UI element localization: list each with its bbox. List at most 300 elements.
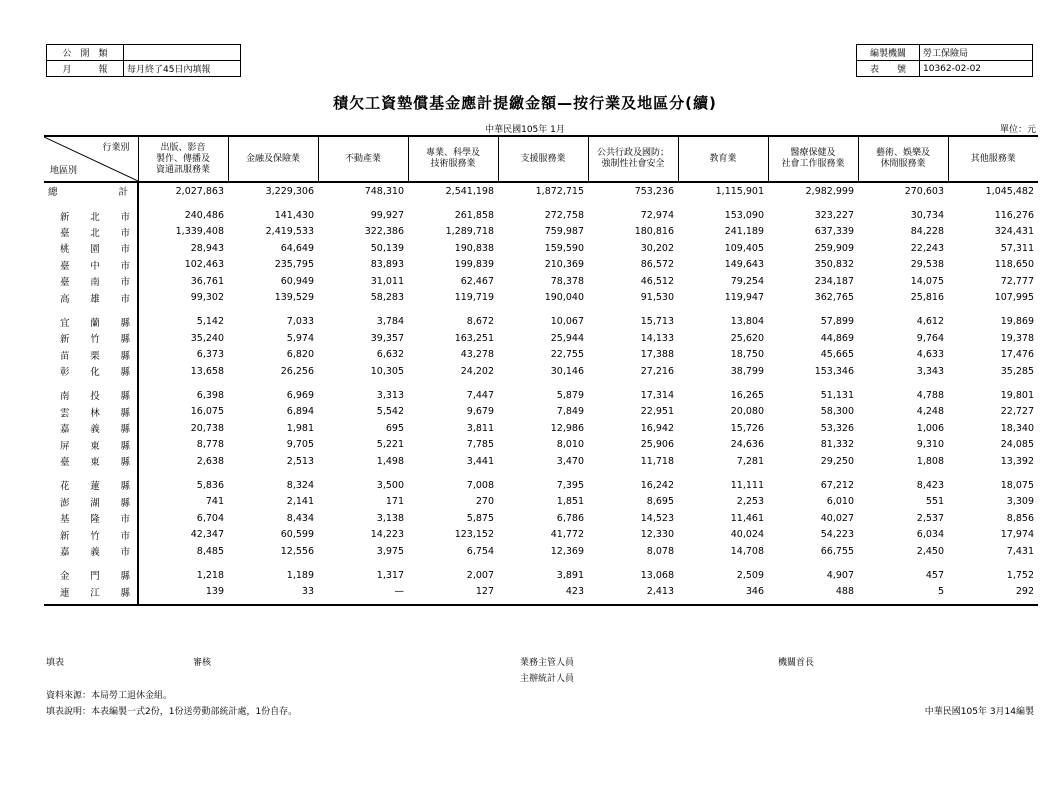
table-row bbox=[44, 436, 1038, 452]
value-cell: 7,033 bbox=[286, 316, 314, 328]
frequency-label: 月 報 bbox=[47, 61, 124, 77]
value-cell: 6,894 bbox=[286, 406, 314, 418]
value-cell: 107,995 bbox=[994, 292, 1034, 304]
region-name bbox=[44, 240, 138, 256]
value-cell: 6,632 bbox=[376, 349, 404, 361]
value-cell: 346 bbox=[745, 586, 764, 598]
region-char: 屏 bbox=[60, 440, 70, 452]
region-char: 嘉 bbox=[60, 424, 70, 436]
value-cell: 2,509 bbox=[736, 569, 764, 581]
region-char: 市 bbox=[120, 547, 130, 558]
value-cell: 8,010 bbox=[556, 439, 584, 451]
value-cell: 22,243 bbox=[910, 242, 944, 254]
region-char: 投 bbox=[90, 391, 100, 403]
value-cell: 3,470 bbox=[556, 455, 584, 467]
region-char: 化 bbox=[90, 367, 100, 379]
value-cell: 5,875 bbox=[466, 512, 494, 524]
region-char: 東 bbox=[90, 457, 100, 469]
region-name bbox=[44, 453, 138, 469]
value-cell: 1,189 bbox=[286, 569, 314, 581]
value-cell: 29,538 bbox=[910, 259, 944, 271]
table-row bbox=[44, 273, 1038, 289]
corner-industry-label: 行業別 bbox=[102, 143, 130, 153]
value-cell: 4,788 bbox=[916, 389, 944, 401]
value-cell: 5,974 bbox=[286, 332, 314, 344]
value-cell: 7,849 bbox=[556, 406, 584, 418]
value-cell: 1,006 bbox=[916, 422, 944, 434]
region-name bbox=[44, 224, 138, 240]
value-cell: 35,240 bbox=[190, 332, 224, 344]
value-cell: 323,227 bbox=[814, 210, 854, 222]
value-cell: 102,463 bbox=[184, 259, 224, 271]
table-row bbox=[44, 526, 1038, 542]
data-table bbox=[44, 135, 1038, 606]
value-cell: 695 bbox=[385, 422, 404, 434]
region-char: 市 bbox=[120, 260, 130, 272]
column-header: 醫療保健及 社會工作服務業 bbox=[768, 136, 858, 182]
value-cell: 2,982,999 bbox=[805, 185, 854, 197]
value-cell: 199,839 bbox=[454, 259, 494, 271]
region-char: 縣 bbox=[120, 497, 130, 509]
value-cell: — bbox=[394, 586, 404, 598]
value-cell: 270 bbox=[475, 496, 494, 508]
region-char: 新 bbox=[60, 530, 70, 542]
value-cell: 79,254 bbox=[730, 275, 764, 287]
value-cell: 1,872,715 bbox=[535, 185, 584, 197]
value-cell: 26,256 bbox=[280, 365, 314, 377]
value-cell: 8,778 bbox=[196, 439, 224, 451]
value-cell: 116,276 bbox=[994, 210, 1034, 222]
region-char: 雲 bbox=[60, 407, 70, 419]
value-cell: 22,727 bbox=[1000, 406, 1034, 418]
value-cell: 3,343 bbox=[916, 365, 944, 377]
region-char: 臺 bbox=[60, 227, 70, 239]
value-cell: 1,851 bbox=[556, 496, 584, 508]
value-cell: 1,317 bbox=[376, 569, 404, 581]
region-char: 桃 bbox=[60, 244, 70, 256]
value-cell: 8,856 bbox=[1006, 512, 1034, 524]
total-char: 總 bbox=[48, 187, 58, 199]
region-char: 市 bbox=[120, 514, 130, 526]
region-char: 縣 bbox=[120, 367, 130, 379]
value-cell: 159,590 bbox=[544, 242, 584, 254]
region-char: 縣 bbox=[120, 440, 130, 452]
value-cell: 24,202 bbox=[460, 365, 494, 377]
table-row bbox=[44, 543, 1038, 559]
value-cell: 15,713 bbox=[640, 316, 674, 328]
value-cell: 3,313 bbox=[376, 389, 404, 401]
value-cell: 3,784 bbox=[376, 316, 404, 328]
column-header: 出版、影音 製作、傳播及 資通訊服務業 bbox=[138, 136, 228, 182]
total-char: 計 bbox=[118, 187, 128, 199]
region-char: 市 bbox=[120, 227, 130, 239]
value-cell: 7,785 bbox=[466, 439, 494, 451]
value-cell: 15,726 bbox=[730, 422, 764, 434]
region-char: 花 bbox=[60, 481, 70, 493]
value-cell: 25,620 bbox=[730, 332, 764, 344]
table-row bbox=[44, 453, 1038, 469]
value-cell: 7,431 bbox=[1006, 545, 1034, 557]
value-cell: 57,311 bbox=[1000, 242, 1034, 254]
value-cell: 11,461 bbox=[730, 512, 764, 524]
column-header: 不動產業 bbox=[318, 136, 408, 182]
value-cell: 6,969 bbox=[286, 389, 314, 401]
value-cell: 322,386 bbox=[364, 226, 404, 238]
value-cell: 1,289,718 bbox=[445, 226, 494, 238]
region-char: 嘉 bbox=[60, 547, 70, 558]
value-cell: 8,672 bbox=[466, 316, 494, 328]
value-cell: 27,216 bbox=[640, 365, 674, 377]
value-cell: 20,080 bbox=[730, 406, 764, 418]
value-cell: 20,738 bbox=[190, 422, 224, 434]
value-cell: 44,869 bbox=[820, 332, 854, 344]
value-cell: 210,369 bbox=[544, 259, 584, 271]
region-name bbox=[44, 404, 138, 420]
value-cell: 5 bbox=[937, 586, 944, 598]
spacer-row bbox=[44, 600, 1038, 605]
region-char: 縣 bbox=[120, 457, 130, 469]
value-cell: 6,034 bbox=[916, 529, 944, 541]
region-char: 栗 bbox=[90, 350, 100, 362]
value-cell: 1,752 bbox=[1006, 569, 1034, 581]
value-cell: 60,599 bbox=[280, 529, 314, 541]
value-cell: 2,027,863 bbox=[175, 185, 224, 197]
region-char: 金 bbox=[60, 571, 70, 583]
value-cell: 5,879 bbox=[556, 389, 584, 401]
value-cell: 272,758 bbox=[544, 210, 584, 222]
report-date: 中華民國105年 1月 bbox=[485, 125, 565, 135]
value-cell: 8,324 bbox=[286, 479, 314, 491]
region-char: 新 bbox=[60, 211, 70, 223]
value-cell: 350,832 bbox=[814, 259, 854, 271]
value-cell: 1,498 bbox=[376, 455, 404, 467]
region-char: 臺 bbox=[60, 457, 70, 469]
value-cell: 39,357 bbox=[370, 332, 404, 344]
region-char: 園 bbox=[90, 244, 100, 256]
table-row bbox=[44, 314, 1038, 330]
region-name bbox=[44, 543, 138, 559]
value-cell: 16,942 bbox=[640, 422, 674, 434]
value-cell: 6,786 bbox=[556, 512, 584, 524]
table-row bbox=[44, 510, 1038, 526]
value-cell: 4,248 bbox=[916, 406, 944, 418]
total-row bbox=[44, 182, 1038, 199]
value-cell: 3,891 bbox=[556, 569, 584, 581]
value-cell: 551 bbox=[925, 496, 944, 508]
footer-stats-head: 主辦統計人員 bbox=[520, 674, 575, 684]
value-cell: 60,949 bbox=[280, 275, 314, 287]
value-cell: 362,765 bbox=[814, 292, 854, 304]
value-cell: 9,705 bbox=[286, 439, 314, 451]
column-header: 教育業 bbox=[678, 136, 768, 182]
value-cell: 753,236 bbox=[634, 185, 674, 197]
region-char: 縣 bbox=[120, 317, 130, 329]
region-char: 縣 bbox=[120, 571, 130, 583]
region-char: 縣 bbox=[120, 334, 130, 346]
column-header: 藝術、娛樂及 休閒服務業 bbox=[858, 136, 948, 182]
value-cell: 234,187 bbox=[814, 275, 854, 287]
spacer-row bbox=[44, 306, 1038, 314]
value-cell: 324,431 bbox=[994, 226, 1034, 238]
value-cell: 14,523 bbox=[640, 512, 674, 524]
value-cell: 1,808 bbox=[916, 455, 944, 467]
value-cell: 13,392 bbox=[1000, 455, 1034, 467]
value-cell: 7,395 bbox=[556, 479, 584, 491]
region-name bbox=[44, 436, 138, 452]
value-cell: 13,068 bbox=[640, 569, 674, 581]
value-cell: 8,434 bbox=[286, 512, 314, 524]
value-cell: 12,369 bbox=[550, 545, 584, 557]
value-cell: 2,419,533 bbox=[265, 226, 314, 238]
table-row bbox=[44, 387, 1038, 403]
value-cell: 28,943 bbox=[190, 242, 224, 254]
region-char: 新 bbox=[60, 334, 70, 346]
value-cell: 91,530 bbox=[640, 292, 674, 304]
region-char: 市 bbox=[120, 244, 130, 256]
region-char: 林 bbox=[90, 407, 100, 419]
spacer-row bbox=[44, 379, 1038, 387]
value-cell: 58,300 bbox=[820, 406, 854, 418]
spacer-row bbox=[44, 199, 1038, 207]
value-cell: 58,283 bbox=[370, 292, 404, 304]
value-cell: 139,529 bbox=[274, 292, 314, 304]
region-char: 基 bbox=[60, 514, 70, 526]
region-char: 苗 bbox=[60, 350, 70, 362]
value-cell: 2,141 bbox=[286, 496, 314, 508]
value-cell: 25,816 bbox=[910, 292, 944, 304]
value-cell: 16,075 bbox=[190, 406, 224, 418]
value-cell: 22,755 bbox=[550, 349, 584, 361]
value-cell: 66,755 bbox=[820, 545, 854, 557]
value-cell: 2,513 bbox=[286, 455, 314, 467]
region-name bbox=[44, 314, 138, 330]
value-cell: 99,302 bbox=[190, 292, 224, 304]
value-cell: 35,285 bbox=[1000, 365, 1034, 377]
value-cell: 11,718 bbox=[640, 455, 674, 467]
value-cell: 54,223 bbox=[820, 529, 854, 541]
value-cell: 6,398 bbox=[196, 389, 224, 401]
form-number-value: 10362-02-02 bbox=[920, 61, 1033, 77]
region-char: 市 bbox=[120, 293, 130, 305]
value-cell: 153,346 bbox=[814, 365, 854, 377]
value-cell: 78,378 bbox=[550, 275, 584, 287]
region-char: 宜 bbox=[60, 317, 70, 329]
region-char: 臺 bbox=[60, 277, 70, 289]
table-row bbox=[44, 347, 1038, 363]
unit-label: 單位：元 bbox=[999, 125, 1036, 135]
column-header: 其他服務業 bbox=[948, 136, 1038, 182]
region-char: 蓮 bbox=[90, 481, 100, 493]
value-cell: 57,899 bbox=[820, 316, 854, 328]
value-cell: 72,777 bbox=[1000, 275, 1034, 287]
region-name bbox=[44, 584, 138, 600]
value-cell: 83,893 bbox=[370, 259, 404, 271]
value-cell: 12,556 bbox=[280, 545, 314, 557]
region-name bbox=[44, 289, 138, 305]
value-cell: 25,944 bbox=[550, 332, 584, 344]
value-cell: 51,131 bbox=[820, 389, 854, 401]
value-cell: 18,340 bbox=[1000, 422, 1034, 434]
value-cell: 8,695 bbox=[646, 496, 674, 508]
value-cell: 43,278 bbox=[460, 349, 494, 361]
value-cell: 40,024 bbox=[730, 529, 764, 541]
value-cell: 2,253 bbox=[736, 496, 764, 508]
classification-value bbox=[124, 45, 241, 61]
region-char: 縣 bbox=[120, 424, 130, 436]
region-char: 湖 bbox=[90, 497, 100, 509]
value-cell: 33 bbox=[301, 586, 314, 598]
footer-compiled-date: 中華民國105年 3月14編製 bbox=[924, 707, 1034, 717]
value-cell: 637,339 bbox=[814, 226, 854, 238]
value-cell: 2,638 bbox=[196, 455, 224, 467]
region-char: 縣 bbox=[120, 391, 130, 403]
value-cell: 38,799 bbox=[730, 365, 764, 377]
value-cell: 457 bbox=[925, 569, 944, 581]
region-char: 門 bbox=[90, 571, 100, 583]
value-cell: 3,811 bbox=[466, 422, 494, 434]
region-char: 雄 bbox=[90, 293, 100, 305]
region-char: 北 bbox=[90, 211, 100, 223]
value-cell: 9,310 bbox=[916, 439, 944, 451]
value-cell: 235,795 bbox=[274, 259, 314, 271]
column-header: 支援服務業 bbox=[498, 136, 588, 182]
table-row bbox=[44, 363, 1038, 379]
value-cell: 2,541,198 bbox=[445, 185, 494, 197]
region-name bbox=[44, 207, 138, 223]
value-cell: 123,152 bbox=[454, 529, 494, 541]
value-cell: 292 bbox=[1015, 586, 1034, 598]
value-cell: 84,228 bbox=[910, 226, 944, 238]
column-header: 專業、科學及 技術服務業 bbox=[408, 136, 498, 182]
column-header: 金融及保險業 bbox=[228, 136, 318, 182]
value-cell: 17,314 bbox=[640, 389, 674, 401]
value-cell: 99,927 bbox=[370, 210, 404, 222]
value-cell: 42,347 bbox=[190, 529, 224, 541]
value-cell: 3,229,306 bbox=[265, 185, 314, 197]
value-cell: 149,643 bbox=[724, 259, 764, 271]
corner-header bbox=[44, 136, 138, 182]
value-cell: 4,633 bbox=[916, 349, 944, 361]
value-cell: 118,650 bbox=[994, 259, 1034, 271]
column-header: 公共行政及國防； 強制性社會安全 bbox=[588, 136, 678, 182]
region-name bbox=[44, 363, 138, 379]
footer-agency-head: 機關首長 bbox=[778, 658, 815, 668]
value-cell: 1,045,482 bbox=[985, 185, 1034, 197]
region-char: 南 bbox=[90, 277, 100, 289]
value-cell: 759,987 bbox=[544, 226, 584, 238]
value-cell: 30,734 bbox=[910, 210, 944, 222]
value-cell: 2,007 bbox=[466, 569, 494, 581]
value-cell: 3,500 bbox=[376, 479, 404, 491]
value-cell: 19,801 bbox=[1000, 389, 1034, 401]
value-cell: 10,067 bbox=[550, 316, 584, 328]
table-row bbox=[44, 404, 1038, 420]
region-char: 義 bbox=[90, 424, 100, 436]
region-char: 東 bbox=[90, 440, 100, 452]
region-char: 臺 bbox=[60, 260, 70, 272]
value-cell: 22,951 bbox=[640, 406, 674, 418]
spacer-row bbox=[44, 469, 1038, 477]
region-char: 中 bbox=[90, 260, 100, 272]
value-cell: 41,772 bbox=[550, 529, 584, 541]
value-cell: 14,133 bbox=[640, 332, 674, 344]
value-cell: 86,572 bbox=[640, 259, 674, 271]
table-row bbox=[44, 567, 1038, 583]
region-name bbox=[44, 347, 138, 363]
region-name bbox=[44, 526, 138, 542]
page-title: 積欠工資墊償基金應計提繳金額—按行業及地區分(續) bbox=[333, 94, 717, 112]
region-name bbox=[44, 273, 138, 289]
value-cell: 180,816 bbox=[634, 226, 674, 238]
region-name bbox=[44, 477, 138, 493]
value-cell: 7,281 bbox=[736, 455, 764, 467]
value-cell: 7,008 bbox=[466, 479, 494, 491]
value-cell: 50,139 bbox=[370, 242, 404, 254]
value-cell: 2,537 bbox=[916, 512, 944, 524]
value-cell: 64,649 bbox=[280, 242, 314, 254]
region-name bbox=[44, 567, 138, 583]
corner-region-label: 地區別 bbox=[50, 166, 78, 176]
value-cell: 153,090 bbox=[724, 210, 764, 222]
value-cell: 270,603 bbox=[904, 185, 944, 197]
value-cell: 2,450 bbox=[916, 545, 944, 557]
region-char: 市 bbox=[120, 277, 130, 289]
value-cell: 67,212 bbox=[820, 479, 854, 491]
value-cell: 8,485 bbox=[196, 545, 224, 557]
region-name bbox=[44, 420, 138, 436]
value-cell: 6,373 bbox=[196, 349, 224, 361]
value-cell: 9,764 bbox=[916, 332, 944, 344]
footer-reviewer: 審核 bbox=[193, 658, 212, 668]
value-cell: 6,820 bbox=[286, 349, 314, 361]
region-char: 市 bbox=[120, 211, 130, 223]
value-cell: 261,858 bbox=[454, 210, 494, 222]
value-cell: 72,974 bbox=[640, 210, 674, 222]
value-cell: 241,189 bbox=[724, 226, 764, 238]
value-cell: 6,010 bbox=[826, 496, 854, 508]
value-cell: 190,838 bbox=[454, 242, 494, 254]
region-char: 竹 bbox=[90, 334, 100, 346]
value-cell: 6,754 bbox=[466, 545, 494, 557]
value-cell: 18,750 bbox=[730, 349, 764, 361]
region-char: 連 bbox=[60, 587, 70, 599]
table-row bbox=[44, 494, 1038, 510]
value-cell: 139 bbox=[205, 586, 224, 598]
value-cell: 1,339,408 bbox=[175, 226, 224, 238]
value-cell: 24,085 bbox=[1000, 439, 1034, 451]
value-cell: 10,305 bbox=[370, 365, 404, 377]
region-char: 竹 bbox=[90, 530, 100, 542]
frequency-value: 每月終了45日內填報 bbox=[124, 61, 241, 77]
value-cell: 141,430 bbox=[274, 210, 314, 222]
value-cell: 423 bbox=[565, 586, 584, 598]
value-cell: 9,679 bbox=[466, 406, 494, 418]
table-row bbox=[44, 420, 1038, 436]
value-cell: 30,202 bbox=[640, 242, 674, 254]
value-cell: 16,242 bbox=[640, 479, 674, 491]
value-cell: 3,138 bbox=[376, 512, 404, 524]
value-cell: 4,612 bbox=[916, 316, 944, 328]
value-cell: 748,310 bbox=[364, 185, 404, 197]
value-cell: 11,111 bbox=[730, 479, 764, 491]
value-cell: 6,704 bbox=[196, 512, 224, 524]
value-cell: 40,027 bbox=[820, 512, 854, 524]
value-cell: 13,804 bbox=[730, 316, 764, 328]
value-cell: 53,326 bbox=[820, 422, 854, 434]
table-row bbox=[44, 477, 1038, 493]
region-name bbox=[44, 494, 138, 510]
value-cell: 127 bbox=[475, 586, 494, 598]
